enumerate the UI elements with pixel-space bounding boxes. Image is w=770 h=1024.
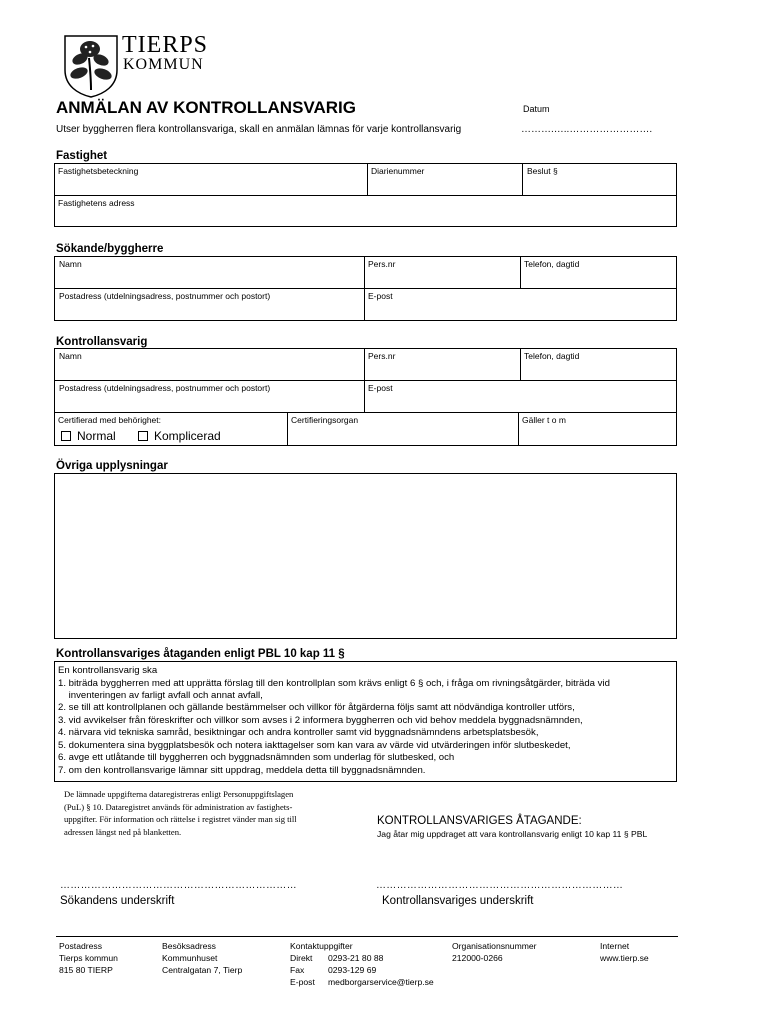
ovriga-upplysningar-field[interactable] xyxy=(54,473,677,639)
komplicerad-label: Komplicerad xyxy=(154,429,221,443)
footer-text: Internet xyxy=(600,941,630,951)
form-title: ANMÄLAN AV KONTROLLANSVARIG xyxy=(56,98,356,117)
org-name-line1: TIERPS xyxy=(122,32,209,58)
ka-namn-field[interactable] xyxy=(55,349,364,380)
footer-text: E-post xyxy=(290,977,315,987)
normal-label: Normal xyxy=(77,429,116,443)
footer xyxy=(0,940,770,990)
ataganden-item: 2. se till att kontrollplanen och gällande bestämmelser och villkor för åtgärderna följs samt att nödvändiga kontroller utförs, xyxy=(58,702,575,713)
footer-besoksadress xyxy=(162,940,242,976)
certifierad-cell xyxy=(55,413,287,445)
ka-signature-line[interactable]: ……………………………………………………………… xyxy=(376,880,624,891)
footer-text: Postadress xyxy=(59,941,102,951)
section-heading-ovriga: Övriga upplysningar xyxy=(56,460,168,472)
certifieringsorgan-label: Certifieringsorgan xyxy=(291,415,359,425)
ka-namn-label: Namn xyxy=(59,351,82,361)
footer-text: Tierps kommun xyxy=(59,953,118,963)
fastighetens-adress-label: Fastighetens adress xyxy=(58,198,135,208)
beslut-label: Beslut § xyxy=(527,166,558,176)
footer-text: Organisationsnummer xyxy=(452,941,537,951)
sokande-telefon-label: Telefon, dagtid xyxy=(524,259,580,269)
ka-persnr-label: Pers.nr xyxy=(368,351,396,361)
sokande-postadress-field[interactable] xyxy=(55,289,364,320)
footer-text: Direkt xyxy=(290,953,313,963)
footer-email-link[interactable]: medborgarservice@tierp.se xyxy=(328,977,434,987)
date-label: Datum xyxy=(523,104,550,114)
fastighetens-adress-field[interactable] xyxy=(55,196,676,226)
ataganden-item: 1. biträda byggherren med att upprätta förslag till den kontrollplan som krävs enligt 6 § och, i fråga om rivningsåtgärder, biträda vid xyxy=(58,678,610,689)
ataganden-intro: En kontrollansvarig ska xyxy=(58,665,158,676)
coat-of-arms-icon xyxy=(62,34,120,98)
ataganden-item: 6. avge ett utlåtande till byggherren och byggnadsnämnden som underlag för slutbesked, och xyxy=(58,752,455,763)
sokande-signature-line[interactable]: …………………………………………………………… xyxy=(60,880,297,891)
sokande-telefon-field[interactable] xyxy=(521,257,676,288)
galler-tom-label: Gäller t o m xyxy=(522,415,566,425)
sokande-signature-label: Sökandens underskrift xyxy=(60,895,175,907)
sokande-postadress-label: Postadress (utdelningsadress, postnummer och postort) xyxy=(59,291,271,301)
komplicerad-checkbox[interactable] xyxy=(138,429,221,443)
footer-text: 0293-21 80 88 xyxy=(328,953,384,963)
footer-kontakt xyxy=(290,940,434,988)
galler-tom-field[interactable] xyxy=(519,413,676,445)
form-subtitle: Utser byggherren flera kontrollansvariga, skall en anmälan lämnas för varje kontrollansvarig xyxy=(56,124,462,135)
normal-checkbox-box[interactable] xyxy=(61,431,71,441)
sokande-box xyxy=(54,256,677,321)
ka-epost-label: E-post xyxy=(368,383,393,393)
section-heading-sokande: Sökande/byggherre xyxy=(56,243,164,255)
pul-notice-line: adressen längst ned på blanketten. xyxy=(64,826,182,837)
pul-notice-line: De lämnade uppgifterna dataregistreras enligt Personuppgiftslagen xyxy=(64,789,294,799)
footer-text: Centralgatan 7, Tierp xyxy=(162,965,243,975)
ataganden-item: 7. om den kontrollansvarige lämnar sitt uppdrag, meddela detta till byggnadsnämnden. xyxy=(58,765,426,776)
sokande-epost-label: E-post xyxy=(368,291,393,301)
commitment-heading: KONTROLLANSVARIGES ÅTAGANDE: xyxy=(377,815,582,827)
sokande-epost-field[interactable] xyxy=(365,289,676,320)
normal-checkbox[interactable] xyxy=(61,429,116,443)
fastighet-box xyxy=(54,163,677,227)
footer-organisation xyxy=(452,940,537,964)
ka-signature-label: Kontrollansvariges underskrift xyxy=(382,895,534,907)
footer-divider xyxy=(56,936,678,937)
footer-text: Kontaktuppgifter xyxy=(290,941,353,951)
pul-notice-line: (PuL) § 10. Dataregistret används för administration av fastighets- xyxy=(64,801,293,812)
footer-text: Besöksadress xyxy=(162,941,216,951)
beslut-field[interactable] xyxy=(523,164,676,195)
commitment-text: Jag åtar mig uppdraget att vara kontrollansvarig enligt 10 kap 11 § PBL xyxy=(377,829,648,839)
ataganden-item: 4. närvara vid tekniska samråd, besiktningar och andra kontroller samt vid byggnadsnämndens arbetsplatsbesök, xyxy=(58,727,539,738)
ka-postadress-field[interactable] xyxy=(55,381,364,412)
footer-internet xyxy=(600,940,649,964)
sokande-namn-label: Namn xyxy=(59,259,82,269)
fastighetsbeteckning-label: Fastighetsbeteckning xyxy=(58,166,139,176)
ka-postadress-label: Postadress (utdelningsadress, postnummer och postort) xyxy=(59,383,271,393)
org-name-line2: KOMMUN xyxy=(123,56,204,73)
certifierad-label: Certifierad med behörighet: xyxy=(58,415,162,425)
footer-text: 815 80 TIERP xyxy=(59,965,113,975)
section-heading-ataganden: Kontrollansvariges åtaganden enligt PBL 10 kap 11 § xyxy=(56,648,345,660)
date-field[interactable]: ……….…..……………………. xyxy=(521,124,653,135)
footer-text: Fax xyxy=(290,965,305,975)
ataganden-item: 5. dokumentera sina byggplatsbesök och notera iakttagelser som kan vara av värde vid utvärderingen inför slutbeskedet, xyxy=(58,740,571,751)
certifieringsorgan-field[interactable] xyxy=(288,413,518,445)
sokande-persnr-field[interactable] xyxy=(365,257,520,288)
ka-telefon-label: Telefon, dagtid xyxy=(524,351,580,361)
footer-postadress xyxy=(59,940,118,976)
kontrollansvarig-box xyxy=(54,348,677,446)
ka-persnr-field[interactable] xyxy=(365,349,520,380)
ataganden-item: inventeringen av farligt avfall och annat avfall, xyxy=(58,690,263,701)
komplicerad-checkbox-box[interactable] xyxy=(138,431,148,441)
pul-notice xyxy=(64,788,297,838)
fastighetsbeteckning-field[interactable] xyxy=(55,164,367,195)
section-heading-fastighet: Fastighet xyxy=(56,150,108,162)
footer-text: Kommunhuset xyxy=(162,953,218,963)
footer-text: 212000-0266 xyxy=(452,953,503,963)
diarienummer-label: Diarienummer xyxy=(371,166,425,176)
section-heading-kontrollansvarig: Kontrollansvarig xyxy=(56,336,148,348)
diarienummer-field[interactable] xyxy=(368,164,522,195)
footer-text: 0293-129 69 xyxy=(328,965,377,975)
ataganden-box xyxy=(54,661,677,782)
ataganden-item: 3. vid avvikelser från föreskrifter och villkor som avses i 2 informera byggherren och vid behov meddela byggnadsnämnden, xyxy=(58,715,583,726)
pul-notice-line: uppgifter. För information och rättelse i registret vänder man sig till xyxy=(64,814,297,824)
footer-website-link[interactable]: www.tierp.se xyxy=(600,953,649,963)
ka-telefon-field[interactable] xyxy=(521,349,676,380)
municipality-logo xyxy=(62,34,120,98)
sokande-persnr-label: Pers.nr xyxy=(368,259,396,269)
ka-epost-field[interactable] xyxy=(365,381,676,412)
sokande-namn-field[interactable] xyxy=(55,257,364,288)
